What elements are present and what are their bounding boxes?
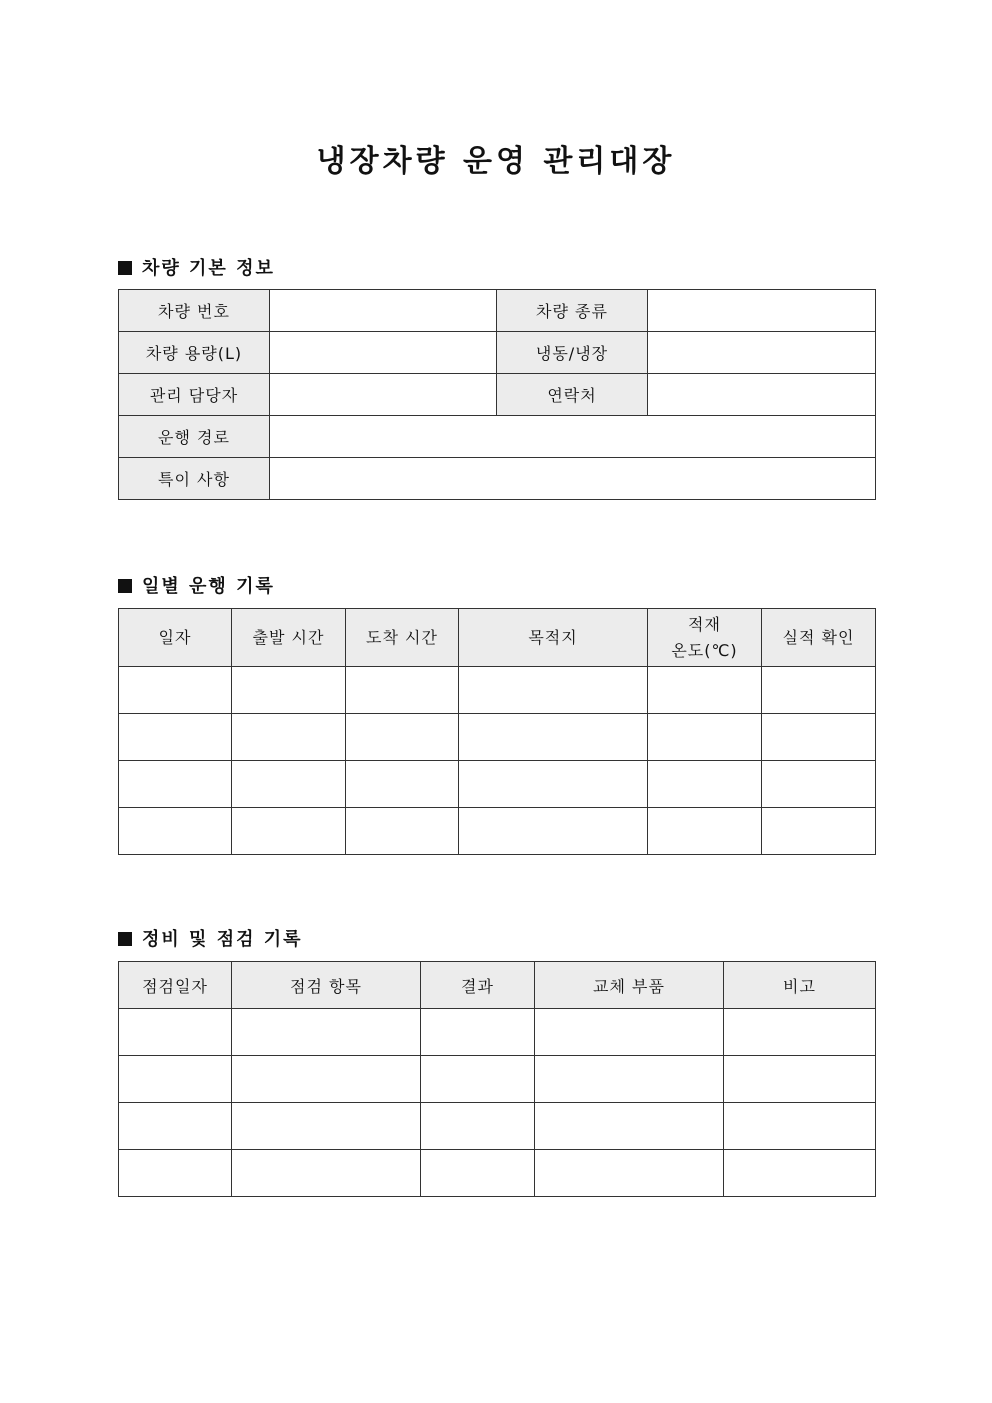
column-header: 비고	[724, 962, 876, 1009]
table-cell[interactable]	[535, 1103, 724, 1150]
section-heading-text: 일별 운행 기록	[142, 576, 275, 597]
label-contact: 연락처	[497, 374, 648, 416]
column-header: 도착 시간	[346, 609, 459, 667]
section-heading-daily	[118, 572, 275, 598]
label-manager: 관리 담당자	[119, 374, 270, 416]
label-vehicle-type: 차량 종류	[497, 290, 648, 332]
table-cell[interactable]	[535, 1150, 724, 1197]
table-cell[interactable]	[119, 667, 232, 714]
table-cell[interactable]	[724, 1150, 876, 1197]
maintenance-log-table	[118, 961, 876, 1197]
section-heading-vehicle	[118, 254, 275, 280]
table-cell[interactable]	[346, 808, 459, 855]
section-heading-text: 정비 및 점검 기록	[142, 929, 303, 950]
table-cell[interactable]	[762, 761, 876, 808]
table-cell[interactable]	[232, 667, 346, 714]
vehicle-info-table	[118, 289, 876, 500]
column-header-load-temp	[648, 609, 762, 667]
field-vehicle-number[interactable]	[270, 290, 497, 332]
table-cell[interactable]	[421, 1009, 535, 1056]
table-cell[interactable]	[232, 1150, 421, 1197]
field-contact[interactable]	[648, 374, 876, 416]
table-cell[interactable]	[346, 714, 459, 761]
table-cell[interactable]	[232, 714, 346, 761]
table-cell[interactable]	[346, 667, 459, 714]
table-row	[119, 1009, 876, 1056]
column-header: 목적지	[459, 609, 648, 667]
table-row	[119, 714, 876, 761]
column-header-line: 온도(℃)	[671, 640, 738, 660]
field-notes[interactable]	[270, 458, 876, 500]
table-row	[119, 761, 876, 808]
table-row	[119, 667, 876, 714]
square-bullet-icon	[118, 579, 132, 593]
section-heading-text: 차량 기본 정보	[142, 258, 275, 279]
table-row	[119, 1150, 876, 1197]
table-cell[interactable]	[232, 808, 346, 855]
column-header: 출발 시간	[232, 609, 346, 667]
section-heading-maintenance	[118, 925, 303, 951]
table-cell[interactable]	[119, 1103, 232, 1150]
table-cell[interactable]	[232, 1009, 421, 1056]
table-cell[interactable]	[232, 761, 346, 808]
square-bullet-icon	[118, 261, 132, 275]
column-header: 교체 부품	[535, 962, 724, 1009]
column-header: 점검일자	[119, 962, 232, 1009]
label-route: 운행 경로	[119, 416, 270, 458]
table-cell[interactable]	[346, 761, 459, 808]
column-header: 점검 항목	[232, 962, 421, 1009]
label-vehicle-number: 차량 번호	[119, 290, 270, 332]
field-vehicle-type[interactable]	[648, 290, 876, 332]
table-cell[interactable]	[459, 714, 648, 761]
table-cell[interactable]	[119, 1150, 232, 1197]
table-cell[interactable]	[648, 761, 762, 808]
table-cell[interactable]	[535, 1009, 724, 1056]
table-cell[interactable]	[232, 1103, 421, 1150]
table-cell[interactable]	[724, 1009, 876, 1056]
table-cell[interactable]	[421, 1056, 535, 1103]
table-cell[interactable]	[119, 1056, 232, 1103]
table-cell[interactable]	[459, 761, 648, 808]
field-route[interactable]	[270, 416, 876, 458]
table-cell[interactable]	[724, 1056, 876, 1103]
daily-log-table	[118, 608, 876, 855]
table-cell[interactable]	[232, 1056, 421, 1103]
label-notes: 특이 사항	[119, 458, 270, 500]
table-cell[interactable]	[119, 761, 232, 808]
column-header: 일자	[119, 609, 232, 667]
field-freeze-refrigerate[interactable]	[648, 332, 876, 374]
table-cell[interactable]	[119, 714, 232, 761]
square-bullet-icon	[118, 932, 132, 946]
label-freeze-refrigerate: 냉동/냉장	[497, 332, 648, 374]
column-header: 결과	[421, 962, 535, 1009]
label-capacity: 차량 용량(L)	[119, 332, 270, 374]
table-cell[interactable]	[535, 1056, 724, 1103]
table-cell[interactable]	[648, 714, 762, 761]
table-row	[119, 1056, 876, 1103]
table-cell[interactable]	[421, 1150, 535, 1197]
field-manager[interactable]	[270, 374, 497, 416]
table-row	[119, 808, 876, 855]
table-cell[interactable]	[724, 1103, 876, 1150]
column-header-line: 적재	[688, 614, 721, 634]
field-capacity[interactable]	[270, 332, 497, 374]
table-cell[interactable]	[421, 1103, 535, 1150]
table-cell[interactable]	[762, 667, 876, 714]
table-cell[interactable]	[762, 808, 876, 855]
table-cell[interactable]	[119, 808, 232, 855]
table-cell[interactable]	[459, 667, 648, 714]
column-header: 실적 확인	[762, 609, 876, 667]
page-title: 냉장차량 운영 관리대장	[316, 144, 676, 179]
table-row	[119, 1103, 876, 1150]
table-cell[interactable]	[762, 714, 876, 761]
table-cell[interactable]	[648, 808, 762, 855]
table-cell[interactable]	[459, 808, 648, 855]
table-cell[interactable]	[648, 667, 762, 714]
table-cell[interactable]	[119, 1009, 232, 1056]
